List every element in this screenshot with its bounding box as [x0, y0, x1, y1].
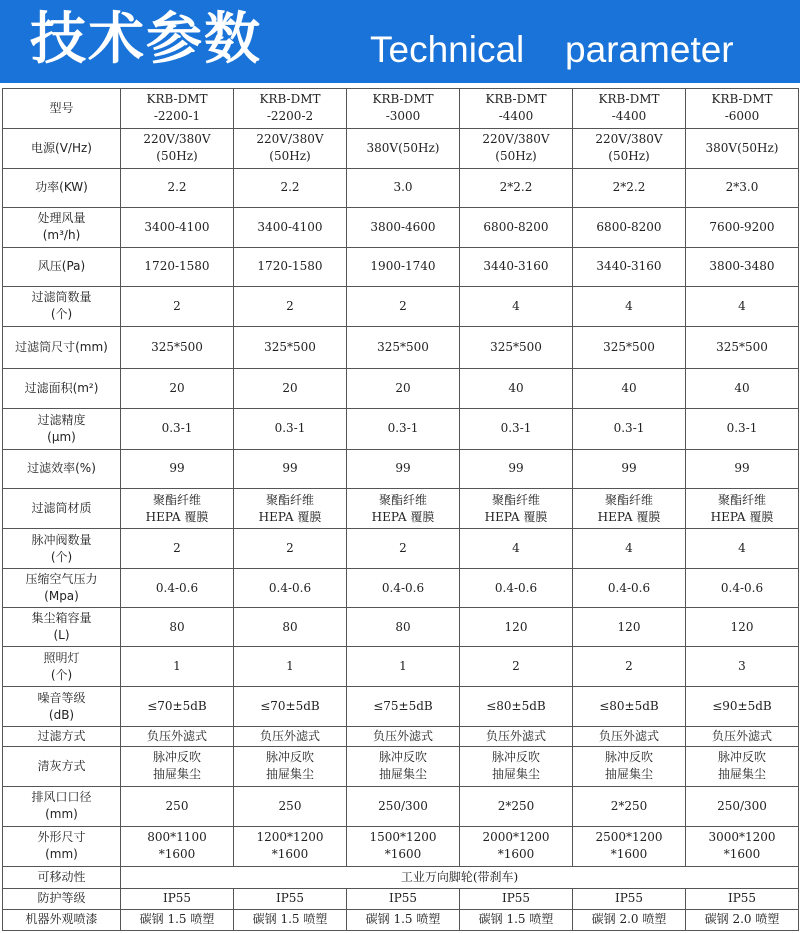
- table-cell: 3400-4100: [121, 207, 234, 247]
- table-cell: 0.3-1: [121, 408, 234, 449]
- table-cell: 聚酯纤维 HEPA 覆膜: [347, 489, 460, 529]
- table-cell: 1720-1580: [121, 247, 234, 286]
- table-cell: 聚酯纤维 HEPA 覆膜: [686, 489, 799, 529]
- table-cell: 250/300: [347, 786, 460, 826]
- table-cell: KRB-DMT -2200-1: [121, 89, 234, 129]
- table-cell: 3400-4100: [234, 207, 347, 247]
- table-cell: 负压外滤式: [347, 726, 460, 746]
- table-cell: 6800-8200: [573, 207, 686, 247]
- table-cell: 2: [121, 286, 234, 326]
- table-row: [3, 408, 799, 449]
- table-cell: 220V/380V (50Hz): [121, 128, 234, 168]
- row-label: 过滤筒数量 (个): [3, 286, 121, 326]
- table-row: [3, 449, 799, 489]
- table-cell: 碳钢 1.5 喷塑: [121, 909, 234, 930]
- row-label: 照明灯 (个): [3, 647, 121, 687]
- table-cell: 4: [686, 529, 799, 569]
- table-cell: ≤70±5dB: [234, 687, 347, 727]
- table-row: [3, 89, 799, 129]
- table-cell: 聚酯纤维 HEPA 覆膜: [460, 489, 573, 529]
- table-row: [3, 489, 799, 529]
- table-cell: 40: [573, 368, 686, 408]
- row-label: 噪音等级 (dB): [3, 687, 121, 727]
- table-cell: 325*500: [460, 326, 573, 368]
- table-cell: 325*500: [121, 326, 234, 368]
- table-cell: 99: [234, 449, 347, 489]
- table-cell: 0.3-1: [347, 408, 460, 449]
- table-cell: 脉冲反吹 抽屉集尘: [347, 746, 460, 786]
- table-cell: ≤80±5dB: [460, 687, 573, 727]
- table-row: [3, 128, 799, 168]
- table-row: [3, 608, 799, 647]
- table-cell: 7600-9200: [686, 207, 799, 247]
- table-cell: 脉冲反吹 抽屉集尘: [460, 746, 573, 786]
- table-cell: 4: [460, 286, 573, 326]
- table-cell: 2.2: [234, 168, 347, 207]
- table-cell: 2*2.2: [573, 168, 686, 207]
- table-cell: 0.4-0.6: [686, 569, 799, 608]
- table-cell: 碳钢 2.0 喷塑: [573, 909, 686, 930]
- title-cn: 技术参数: [30, 7, 262, 72]
- row-label: 型号: [3, 89, 121, 129]
- table-cell: 2*3.0: [686, 168, 799, 207]
- table-cell: 99: [121, 449, 234, 489]
- table-cell: KRB-DMT -4400: [573, 89, 686, 129]
- table-row: [3, 687, 799, 727]
- table-cell: 脉冲反吹 抽屉集尘: [573, 746, 686, 786]
- table-cell: 1900-1740: [347, 247, 460, 286]
- table-cell: IP55: [234, 888, 347, 909]
- table-cell: 1200*1200 *1600: [234, 826, 347, 866]
- table-row: [3, 726, 799, 746]
- table-cell: 380V(50Hz): [686, 128, 799, 168]
- table-cell: 碳钢 1.5 喷塑: [234, 909, 347, 930]
- table-cell: 负压外滤式: [460, 726, 573, 746]
- table-cell: 380V(50Hz): [347, 128, 460, 168]
- table-cell: 220V/380V (50Hz): [573, 128, 686, 168]
- title-en-parameter: parameter: [565, 29, 734, 70]
- table-cell: 负压外滤式: [573, 726, 686, 746]
- table-row: [3, 888, 799, 909]
- table-cell: IP55: [347, 888, 460, 909]
- table-cell: 80: [347, 608, 460, 647]
- table-cell: 3: [686, 647, 799, 687]
- row-label: 脉冲阀数量 (个): [3, 529, 121, 569]
- table-cell: 碳钢 1.5 喷塑: [460, 909, 573, 930]
- table-cell: IP55: [460, 888, 573, 909]
- row-label: 排风口口径 (mm): [3, 786, 121, 826]
- table-cell: 4: [573, 286, 686, 326]
- row-label: 过滤筒材质: [3, 489, 121, 529]
- table-row: [3, 746, 799, 786]
- table-cell: 3.0: [347, 168, 460, 207]
- table-cell: 120: [573, 608, 686, 647]
- table-cell: 0.4-0.6: [460, 569, 573, 608]
- table-cell: 99: [686, 449, 799, 489]
- table-cell: 0.3-1: [573, 408, 686, 449]
- table-cell: 聚酯纤维 HEPA 覆膜: [234, 489, 347, 529]
- table-row: [3, 786, 799, 826]
- table-row: [3, 168, 799, 207]
- table-cell: ≤70±5dB: [121, 687, 234, 727]
- table-cell: 250/300: [686, 786, 799, 826]
- table-cell: 负压外滤式: [121, 726, 234, 746]
- table-cell: 99: [347, 449, 460, 489]
- table-cell: 325*500: [686, 326, 799, 368]
- table-cell: ≤90±5dB: [686, 687, 799, 727]
- table-cell: IP55: [121, 888, 234, 909]
- row-label: 过滤面积(m²): [3, 368, 121, 408]
- row-label: 过滤方式: [3, 726, 121, 746]
- table-cell: 3440-3160: [573, 247, 686, 286]
- table-cell: 1720-1580: [234, 247, 347, 286]
- table-row: [3, 909, 799, 930]
- header-banner: [0, 0, 800, 83]
- row-label: 过滤精度 (μm): [3, 408, 121, 449]
- table-cell: 800*1100 *1600: [121, 826, 234, 866]
- row-label: 过滤效率(%): [3, 449, 121, 489]
- table-cell: 325*500: [573, 326, 686, 368]
- table-cell: 20: [347, 368, 460, 408]
- table-cell: 2: [347, 286, 460, 326]
- table-cell: 脉冲反吹 抽屉集尘: [121, 746, 234, 786]
- table-cell: 2.2: [121, 168, 234, 207]
- table-cell: 4: [573, 529, 686, 569]
- table-cell: 220V/380V (50Hz): [234, 128, 347, 168]
- table-cell: 脉冲反吹 抽屉集尘: [234, 746, 347, 786]
- table-cell: 99: [460, 449, 573, 489]
- table-cell: 99: [573, 449, 686, 489]
- table-cell: 0.4-0.6: [347, 569, 460, 608]
- table-row: [3, 866, 799, 888]
- table-cell: 3440-3160: [460, 247, 573, 286]
- table-cell: 2*250: [573, 786, 686, 826]
- row-label: 电源(V/Hz): [3, 128, 121, 168]
- table-cell: 2: [460, 647, 573, 687]
- table-cell-merged: 工业万向脚轮(带刹车): [121, 866, 799, 888]
- table-cell: 120: [686, 608, 799, 647]
- table-cell: 0.3-1: [686, 408, 799, 449]
- table-cell: 0.4-0.6: [573, 569, 686, 608]
- row-label: 防护等级: [3, 888, 121, 909]
- table-cell: 2500*1200 *1600: [573, 826, 686, 866]
- row-label: 外形尺寸 (mm): [3, 826, 121, 866]
- row-label: 功率(KW): [3, 168, 121, 207]
- spec-table-wrap: [2, 88, 798, 931]
- table-cell: ≤75±5dB: [347, 687, 460, 727]
- table-cell: 2: [234, 286, 347, 326]
- table-row: [3, 326, 799, 368]
- table-cell: 250: [121, 786, 234, 826]
- table-cell: KRB-DMT -3000: [347, 89, 460, 129]
- table-cell: 325*500: [234, 326, 347, 368]
- table-cell: 1500*1200 *1600: [347, 826, 460, 866]
- table-cell: 3800-4600: [347, 207, 460, 247]
- table-cell: 2: [347, 529, 460, 569]
- row-label: 风压(Pa): [3, 247, 121, 286]
- table-cell: 120: [460, 608, 573, 647]
- table-cell: IP55: [686, 888, 799, 909]
- table-row: [3, 368, 799, 408]
- table-cell: 2*250: [460, 786, 573, 826]
- table-cell: 1: [234, 647, 347, 687]
- spec-table-body: [3, 89, 799, 931]
- table-cell: 0.4-0.6: [121, 569, 234, 608]
- table-cell: KRB-DMT -2200-2: [234, 89, 347, 129]
- table-cell: 40: [686, 368, 799, 408]
- table-cell: 80: [234, 608, 347, 647]
- table-cell: 2*2.2: [460, 168, 573, 207]
- table-row: [3, 826, 799, 866]
- table-cell: 40: [460, 368, 573, 408]
- table-cell: 1: [121, 647, 234, 687]
- spec-table: [2, 88, 799, 931]
- table-cell: 0.4-0.6: [234, 569, 347, 608]
- row-label: 可移动性: [3, 866, 121, 888]
- table-cell: 聚酯纤维 HEPA 覆膜: [573, 489, 686, 529]
- table-cell: 脉冲反吹 抽屉集尘: [686, 746, 799, 786]
- row-label: 压缩空气压力 (Mpa): [3, 569, 121, 608]
- table-cell: 3000*1200 *1600: [686, 826, 799, 866]
- table-cell: 325*500: [347, 326, 460, 368]
- table-row: [3, 286, 799, 326]
- table-cell: 2: [234, 529, 347, 569]
- table-cell: 负压外滤式: [686, 726, 799, 746]
- table-cell: KRB-DMT -4400: [460, 89, 573, 129]
- table-cell: 220V/380V (50Hz): [460, 128, 573, 168]
- table-cell: 2000*1200 *1600: [460, 826, 573, 866]
- table-cell: 0.3-1: [460, 408, 573, 449]
- table-cell: KRB-DMT -6000: [686, 89, 799, 129]
- table-cell: 2: [573, 647, 686, 687]
- table-cell: 20: [121, 368, 234, 408]
- table-row: [3, 647, 799, 687]
- table-cell: 20: [234, 368, 347, 408]
- table-cell: 80: [121, 608, 234, 647]
- table-row: [3, 247, 799, 286]
- table-cell: ≤80±5dB: [573, 687, 686, 727]
- table-cell: 4: [686, 286, 799, 326]
- table-cell: 碳钢 1.5 喷塑: [347, 909, 460, 930]
- row-label: 清灰方式: [3, 746, 121, 786]
- table-row: [3, 529, 799, 569]
- table-cell: 250: [234, 786, 347, 826]
- title-en-technical: Technical: [370, 29, 525, 70]
- table-cell: 1: [347, 647, 460, 687]
- table-cell: 2: [121, 529, 234, 569]
- table-row: [3, 569, 799, 608]
- table-cell: 3800-3480: [686, 247, 799, 286]
- table-cell: 聚酯纤维 HEPA 覆膜: [121, 489, 234, 529]
- row-label: 处理风量 (m³/h): [3, 207, 121, 247]
- table-cell: 碳钢 2.0 喷塑: [686, 909, 799, 930]
- table-cell: 负压外滤式: [234, 726, 347, 746]
- row-label: 机器外观喷漆: [3, 909, 121, 930]
- row-label: 集尘箱容量 (L): [3, 608, 121, 647]
- row-label: 过滤筒尺寸(mm): [3, 326, 121, 368]
- table-cell: 0.3-1: [234, 408, 347, 449]
- table-row: [3, 207, 799, 247]
- table-cell: 6800-8200: [460, 207, 573, 247]
- table-cell: 4: [460, 529, 573, 569]
- table-cell: IP55: [573, 888, 686, 909]
